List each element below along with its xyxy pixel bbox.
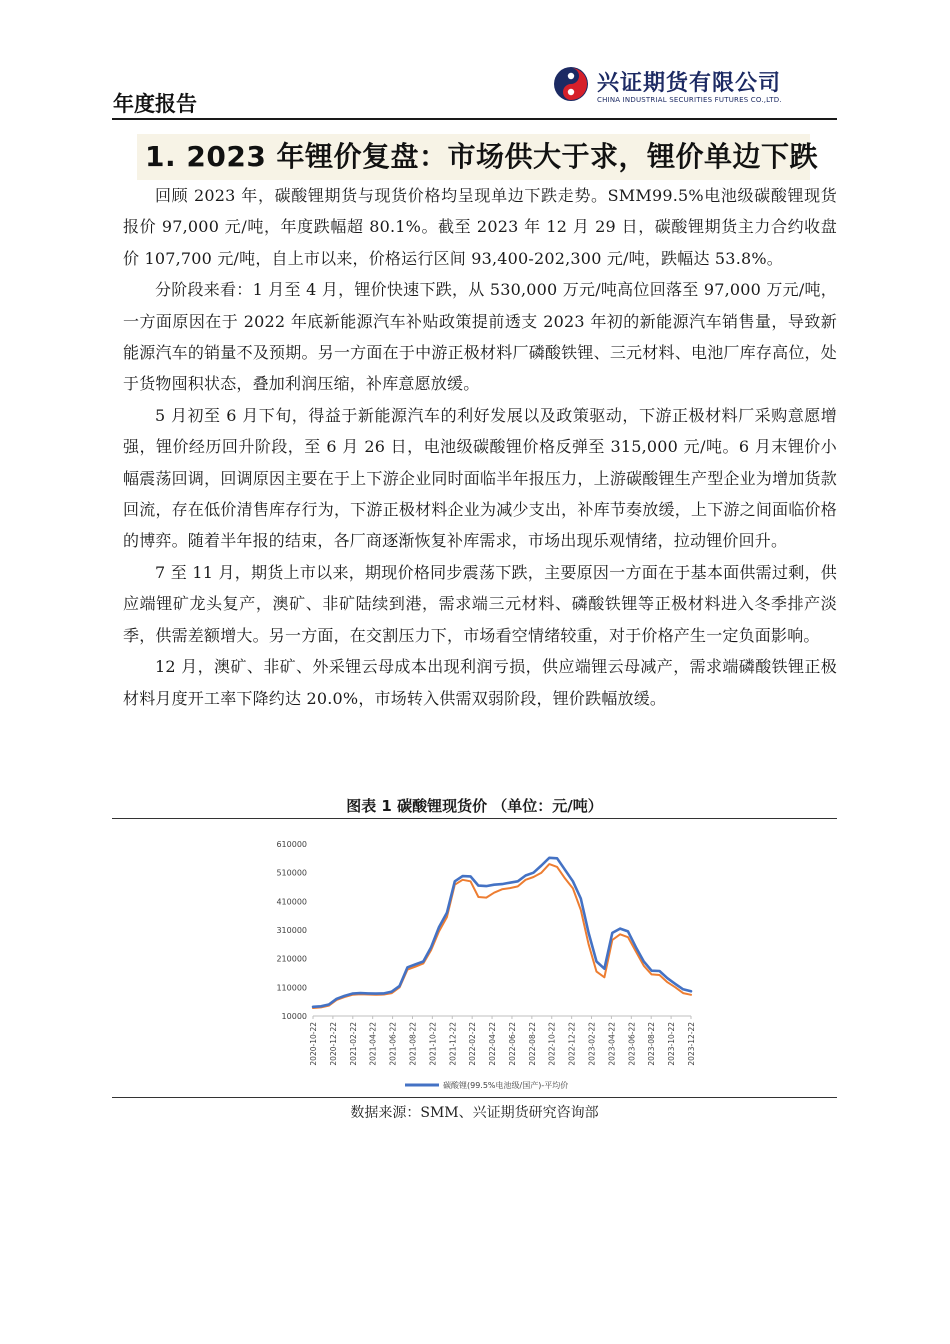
x-tick-label: 2023-04-22 <box>607 1022 617 1066</box>
x-tick-label: 2022-10-22 <box>547 1022 557 1066</box>
x-tick-label: 2021-08-22 <box>408 1022 418 1066</box>
x-tick-label: 2023-10-22 <box>667 1022 677 1066</box>
figure-top-rule <box>112 818 837 819</box>
figure-title: 图表 1 碳酸锂现货价 （单位：元/吨） <box>346 797 603 815</box>
company-name-en: CHINA INDUSTRIAL SECURITIES FUTURES CO.,LTD. <box>597 96 782 104</box>
x-tick-label: 2022-06-22 <box>507 1022 517 1066</box>
body-text <box>123 180 837 714</box>
paragraph-stage-jan-apr: 分阶段来看：1 月至 4 月，锂价快速下跌，从 530,000 万元/吨高位回落至 97,000 万元/吨，一方面原因在于 2022 年底新能源汽车补贴政策提前透支 2023 年初的新能源汽车销售量，导致新能源汽车的销量不及预期。另一方面在于中游正极材料厂磷酸铁锂、三元材料、电池厂库存高位，处于货物囤积状态，叠加利润压缩，补库意愿放缓。 <box>123 280 837 394</box>
page-header <box>0 0 950 125</box>
y-tick-label: 510000 <box>276 868 307 878</box>
x-tick-label: 2021-04-22 <box>368 1022 378 1066</box>
x-tick-label: 2022-02-22 <box>468 1022 478 1066</box>
x-tick-label: 2020-12-22 <box>328 1022 338 1066</box>
x-tick-label: 2023-06-22 <box>627 1022 637 1066</box>
company-name-cn: 兴证期货有限公司 <box>597 71 782 96</box>
x-tick-label: 2020-10-22 <box>309 1022 318 1066</box>
x-tick-label: 2023-12-22 <box>687 1022 696 1066</box>
figure-source: 数据来源：SMM、兴证期货研究咨询部 <box>350 1105 599 1121</box>
y-tick-label: 310000 <box>276 926 307 935</box>
legend-label: 碳酸锂(99.5%电池级/国产)-平均价 <box>443 1081 569 1090</box>
x-tick-label: 2022-04-22 <box>488 1022 498 1066</box>
lithium-price-chart <box>255 828 710 1093</box>
figure-bottom-rule <box>112 1097 837 1098</box>
paragraph-stage-jul-nov: 7 至 11 月，期货上市以来，期现价格同步震荡下跌，主要原因一方面在于基本面供需过剩，供应端锂矿龙头复产，澳矿、非矿陆续到港，需求端三元材料、磷酸铁锂等正极材料进入冬季排产淡季，供需差额增大。另一方面，在交割压力下，市场看空情绪较重，对于价格产生一定负面影响。 <box>123 562 837 645</box>
x-tick-label: 2022-12-22 <box>567 1022 577 1066</box>
y-tick-label: 610000 <box>276 840 307 849</box>
header-divider <box>112 118 837 120</box>
x-tick-label: 2023-02-22 <box>587 1022 597 1066</box>
x-tick-label: 2023-08-22 <box>647 1022 657 1066</box>
company-logo <box>553 66 833 110</box>
paragraph-review: 回顾 2023 年，碳酸锂期货与现货价格均呈现单边下跌走势。SMM99.5%电池级碳酸锂现货报价 97,000 元/吨，年度跌幅超 80.1%。截至 2023 年 12 月 29 日，碳酸锂期货主力合约收盘价 107,700 元/吨，自上市以来，价格运行区间 93,400-202,300 元/吨，跌幅达 53.8%。 <box>123 186 837 268</box>
section-title: 1. 2023 年锂价复盘：市场供大于求，锂价单边下跌 <box>137 134 810 180</box>
y-tick-label: 410000 <box>276 897 307 907</box>
x-tick-label: 2021-10-22 <box>428 1022 438 1066</box>
report-type-label: 年度报告 <box>113 92 197 116</box>
y-tick-label: 110000 <box>276 983 307 993</box>
x-tick-label: 2021-06-22 <box>388 1022 398 1066</box>
x-tick-label: 2022-08-22 <box>527 1022 537 1066</box>
y-tick-label: 210000 <box>276 954 307 964</box>
company-logo-icon <box>553 66 589 102</box>
paragraph-stage-may-jun: 5 月初至 6 月下旬，得益于新能源汽车的利好发展以及政策驱动，下游正极材料厂采购意愿增强，锂价经历回升阶段，至 6 月 26 日，电池级碳酸锂价格反弹至 315,000 元/吨。6 月末锂价小幅震荡回调，回调原因主要在于上下游企业同时面临半年报压力，上游碳酸锂生产型企业为增加货款回流，存在低价清售库存行为，下游正极材料企业为减少支出，补库节奏放缓，上下游之间面临价格的博弈。随着半年报的结束，各厂商逐渐恢复补库需求，市场出现乐观情绪，拉动锂价回升。 <box>123 405 837 551</box>
y-tick-label: 10000 <box>281 1012 307 1021</box>
series-line-0 <box>313 858 691 1007</box>
x-tick-label: 2021-02-22 <box>348 1022 358 1066</box>
paragraph-stage-dec: 12 月，澳矿、非矿、外采锂云母成本出现利润亏损，供应端锂云母减产，需求端磷酸铁锂正极材料月度开工率下降约达 20.0%，市场转入供需双弱阶段，锂价跌幅放缓。 <box>123 657 837 708</box>
series-line-1 <box>313 864 691 1008</box>
x-tick-label: 2021-12-22 <box>448 1022 458 1066</box>
